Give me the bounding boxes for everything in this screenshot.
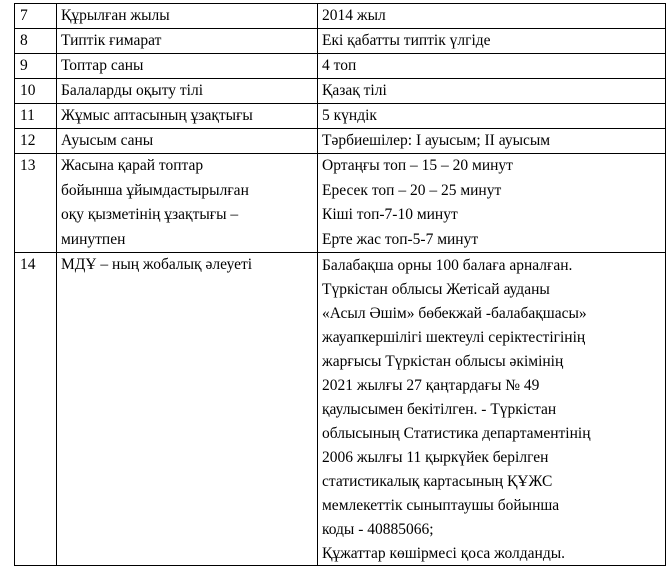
table-row xyxy=(15,154,666,253)
row-label: МДҰ – ның жобалық әлеуеті xyxy=(57,253,318,566)
table-row xyxy=(15,104,666,129)
row-label: Балаларды оқыту тілі xyxy=(57,79,318,104)
row-value: Ортаңғы топ – 15 – 20 минут Ересек топ – 20 – 25 минут Кіші топ-7-10 минут Ерте жас топ-5-7 минут xyxy=(318,154,666,253)
row-label: Жұмыс аптасының ұзақтығы xyxy=(57,104,318,129)
row-value: Тәрбиешілер: І ауысым; ІІ ауысым xyxy=(318,129,666,154)
row-label: Ауысым саны xyxy=(57,129,318,154)
row-label: Типтік ғимарат xyxy=(57,29,318,54)
table-row xyxy=(15,54,666,79)
info-table xyxy=(14,3,666,566)
row-number: 7 xyxy=(15,4,57,29)
row-number: 14 xyxy=(15,253,57,566)
row-value: 2014 жыл xyxy=(318,4,666,29)
row-number: 8 xyxy=(15,29,57,54)
row-value: 5 күндік xyxy=(318,104,666,129)
table-row xyxy=(15,253,666,566)
row-value: Балабақша орны 100 балаға арналған. Түркістан облысы Жетісай ауданы «Асыл Әшім» бөбекжай -балабақшасы» жауапкершілігі шектеулі серіктестігінің жарғысы Түркістан облысы әкімінің 2021 жылғы 27 қаңтардағы № 49 қаулысымен бекітілген. - Түркістан облысының Статистика департаментінің 2006 жылғы 11 қыркүйек берілген статистикалық картасының ҚҰЖС мемлекеттік сыныптаушы бойынша коды - 40885066; Құжаттар көшірмесі қоса жолданды. xyxy=(318,253,666,566)
row-label: Топтар саны xyxy=(57,54,318,79)
row-number: 11 xyxy=(15,104,57,129)
row-value: Екі қабатты типтік үлгіде xyxy=(318,29,666,54)
row-label: Жасына қарай топтар бойынша ұйымдастырылған оқу қызметінің ұзақтығы – минутпен xyxy=(57,154,318,253)
table-row xyxy=(15,129,666,154)
row-value: 4 топ xyxy=(318,54,666,79)
row-number: 9 xyxy=(15,54,57,79)
row-label: Құрылған жылы xyxy=(57,4,318,29)
table-row xyxy=(15,29,666,54)
row-value: Қазақ тілі xyxy=(318,79,666,104)
row-number: 13 xyxy=(15,154,57,253)
row-number: 12 xyxy=(15,129,57,154)
table-row xyxy=(15,79,666,104)
table-row xyxy=(15,4,666,29)
row-number: 10 xyxy=(15,79,57,104)
